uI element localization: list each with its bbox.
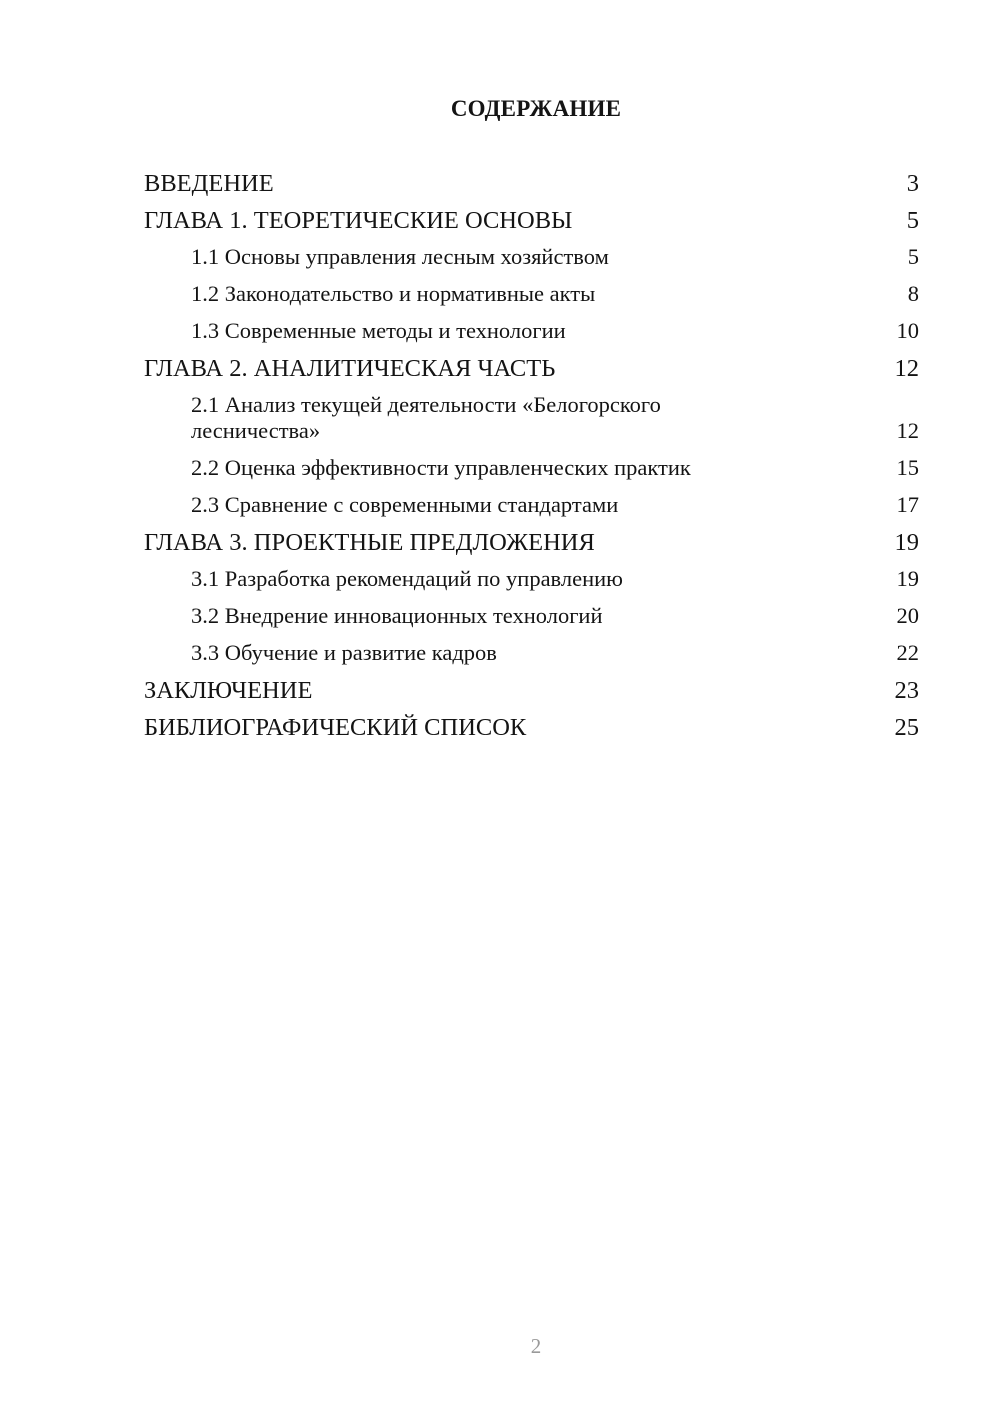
toc-entry-conclusion[interactable] — [144, 677, 919, 705]
toc-entry-chapter-1[interactable] — [144, 207, 919, 235]
toc-entry-page: 22 — [896, 640, 919, 665]
toc-entry-page: 23 — [894, 677, 919, 704]
toc-entry-page: 10 — [896, 318, 919, 343]
toc-entry-section-1-2[interactable] — [144, 281, 919, 307]
toc-entry-label: 2.2 Оценка эффективности управленческих практик — [191, 455, 691, 480]
toc-entry-label: 3.1 Разработка рекомендаций по управлению — [191, 566, 623, 591]
toc-entry-label: БИБЛИОГРАФИЧЕСКИЙ СПИСОК — [144, 714, 527, 741]
toc-entry-page: 15 — [896, 455, 919, 480]
toc-entry-section-1-1[interactable] — [144, 244, 919, 270]
toc-entry-page: 19 — [896, 566, 919, 591]
table-of-contents — [144, 170, 919, 751]
toc-entry-page: 17 — [896, 492, 919, 517]
page-number: 2 — [530, 1334, 542, 1358]
toc-entry-label: 3.2 Внедрение инновационных технологий — [191, 603, 603, 628]
toc-entry-page: 12 — [896, 418, 919, 443]
toc-entry-page: 5 — [907, 244, 919, 269]
toc-entry-label: 2.1 Анализ текущей деятельности «Белогорского лесничества» — [191, 392, 661, 443]
toc-entry-page: 20 — [896, 603, 919, 628]
toc-entry-label: 3.3 Обучение и развитие кадров — [191, 640, 497, 665]
toc-entry-label: 2.3 Сравнение с современными стандартами — [191, 492, 619, 517]
toc-entry-section-3-2[interactable] — [144, 603, 919, 629]
toc-entry-label: 1.1 Основы управления лесным хозяйством — [191, 244, 609, 269]
toc-entry-page: 3 — [906, 170, 919, 197]
toc-entry-section-3-3[interactable] — [144, 640, 919, 666]
toc-entry-label: ГЛАВА 2. АНАЛИТИЧЕСКАЯ ЧАСТЬ — [144, 355, 556, 382]
toc-entry-section-3-1[interactable] — [144, 566, 919, 592]
toc-entry-page: 5 — [906, 207, 919, 234]
toc-entry-label: 1.2 Законодательство и нормативные акты — [191, 281, 596, 306]
toc-entry-page: 8 — [907, 281, 919, 306]
toc-entry-introduction[interactable] — [144, 170, 919, 198]
toc-entry-label: ГЛАВА 3. ПРОЕКТНЫЕ ПРЕДЛОЖЕНИЯ — [144, 529, 595, 556]
toc-entry-label: ВВЕДЕНИЕ — [144, 170, 274, 197]
toc-entry-label: ЗАКЛЮЧЕНИЕ — [144, 677, 313, 704]
page-title: СОДЕРЖАНИЕ — [450, 96, 622, 121]
toc-entry-chapter-2[interactable] — [144, 355, 919, 383]
toc-entry-section-2-1[interactable] — [144, 392, 919, 444]
toc-entry-bibliography[interactable] — [144, 714, 919, 742]
toc-entry-section-2-3[interactable] — [144, 492, 919, 518]
toc-entry-chapter-3[interactable] — [144, 529, 919, 557]
toc-entry-label: 1.3 Современные методы и технологии — [191, 318, 566, 343]
toc-entry-page: 25 — [894, 714, 919, 741]
toc-entry-label: ГЛАВА 1. ТЕОРЕТИЧЕСКИЕ ОСНОВЫ — [144, 207, 573, 234]
toc-entry-section-2-2[interactable] — [144, 455, 919, 481]
toc-entry-section-1-3[interactable] — [144, 318, 919, 344]
toc-entry-page: 12 — [894, 355, 919, 382]
toc-entry-page: 19 — [894, 529, 919, 556]
